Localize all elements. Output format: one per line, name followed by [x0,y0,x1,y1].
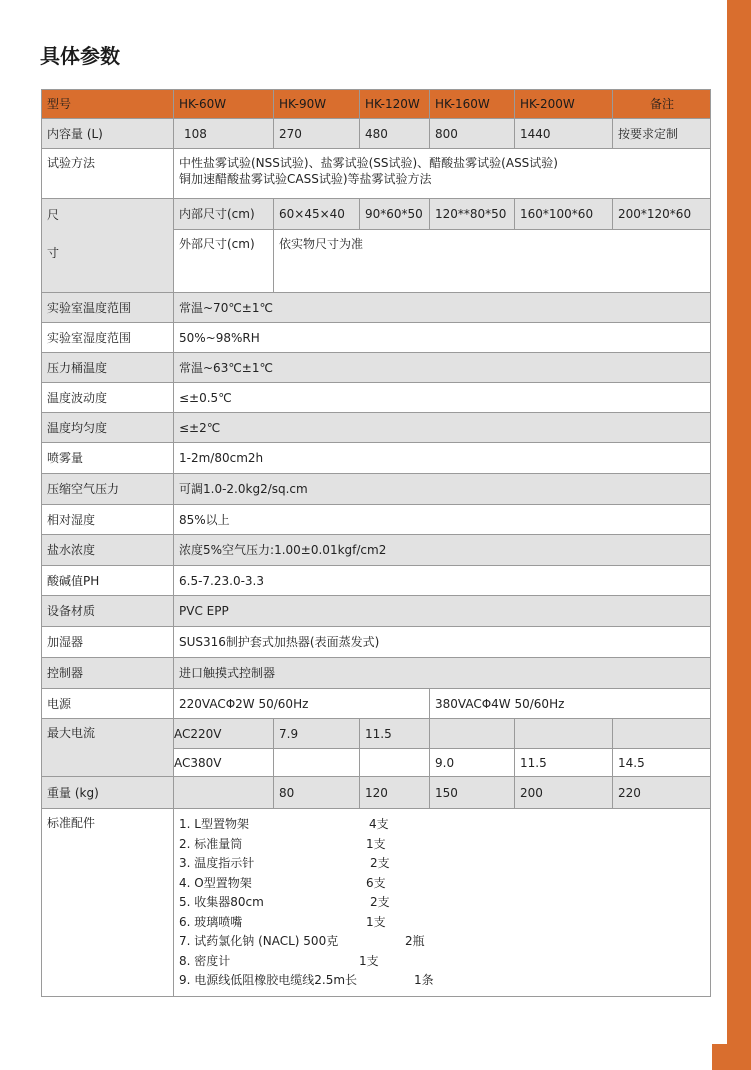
table-header-row [42,90,711,119]
cell-value: 150 [430,777,515,809]
cell-value: 480 [360,119,430,149]
item-qty: 4支 [369,817,389,831]
header-model: HK-120W [360,90,430,119]
cell-value: 120 [360,777,430,809]
cell-value: 800 [430,119,515,149]
item-qty: 2支 [370,856,390,870]
cell-value [274,749,360,777]
size-label-bottom: 寸 [47,246,60,260]
table-row [42,119,711,149]
cell-value: 11.5 [360,719,430,749]
row-label: 最大电流 [42,719,174,777]
test-method-line: 铜加速醋酸盐雾试验CASS试验)等盐雾试验方法 [179,172,432,186]
list-item [179,835,706,855]
item-name: 4. O型置物架 [179,875,252,890]
row-label: 温度均匀度 [42,413,174,443]
table-row [42,658,711,689]
row-label: 压缩空气压力 [42,474,174,505]
cell-value: 200 [515,777,613,809]
table-row [42,596,711,627]
table-row [42,474,711,505]
cell-value: AC380V [174,749,274,777]
cell-value: 常温~70℃±1℃ [174,293,711,323]
cell-value: 14.5 [613,749,711,777]
table-row [42,149,711,199]
item-qty: 6支 [366,875,386,890]
row-label: 设备材质 [42,596,174,627]
cell-value: 浓度5%空气压力:1.00±0.01kgf/cm2 [174,535,711,566]
cell-value: 50%~98%RH [174,323,711,353]
cell-value: 380VACΦ4W 50/60Hz [430,689,711,719]
cell-value: 1440 [515,119,613,149]
test-method-line: 中性盐雾试验(NSS试验)、盐雾试验(SS试验)、醋酸盐雾试验(ASS试验) [179,156,558,170]
row-label: 喷雾量 [42,443,174,474]
row-label: 重量 (kg) [42,777,174,809]
list-item [179,913,706,933]
row-label: 试验方法 [42,149,174,199]
item-name: 3. 温度指示针 [179,856,255,870]
cell-value [430,719,515,749]
row-label: 加湿器 [42,627,174,658]
size-label [42,199,174,293]
item-qty: 1支 [366,914,386,929]
item-name: 2. 标准量筒 [179,836,243,851]
orange-side-bar [727,0,751,1070]
inner-size-label: 内部尺寸(cm) [174,199,274,230]
table-row [42,443,711,474]
header-label: 型号 [42,90,174,119]
cell-value: 220VACΦ2W 50/60Hz [174,689,430,719]
header-model: HK-60W [174,90,274,119]
list-item [179,854,706,874]
item-name: 1. L型置物架 [179,817,249,831]
list-item [179,893,706,913]
list-item [179,932,706,952]
cell-value: 90*60*50 [360,199,430,230]
row-label: 酸碱值PH [42,566,174,596]
item-name: 6. 玻璃喷嘴 [179,914,243,929]
cell-value: 220 [613,777,711,809]
spec-table [41,89,711,997]
cell-value: 常温~63℃±1℃ [174,353,711,383]
cell-value: 200*120*60 [613,199,711,230]
item-qty: 1支 [366,836,386,851]
table-row [42,689,711,719]
row-label: 标准配件 [42,809,174,997]
item-qty: 1条 [414,973,434,987]
cell-value [174,149,711,199]
cell-value: AC220V [174,719,274,749]
cell-value: SUS316制护套式加热器(表面蒸发式) [174,627,711,658]
cell-value: 依实物尺寸为准 [274,230,711,293]
table-row [42,199,711,230]
item-name: 7. 试药氯化钠 (NACL) 500克 [179,934,339,948]
cell-value [515,719,613,749]
row-label: 内容量 (L) [42,119,174,149]
item-name: 8. 密度计 [179,953,231,968]
row-label: 实验室温度范围 [42,293,174,323]
cell-value: 270 [274,119,360,149]
header-model: HK-200W [515,90,613,119]
row-label: 温度波动度 [42,383,174,413]
cell-note: 按要求定制 [613,119,711,149]
cell-value: 60×45×40 [274,199,360,230]
cell-value: 120**80*50 [430,199,515,230]
page-title: 具体参数 [40,44,120,68]
cell-value: 80 [274,777,360,809]
size-label-top: 尺 [47,208,60,222]
row-label: 实验室湿度范围 [42,323,174,353]
table-row [42,293,711,323]
cell-value: ≤±0.5℃ [174,383,711,413]
cell-value: 85%以上 [174,505,711,535]
table-row [42,566,711,596]
cell-value [613,719,711,749]
table-row [42,777,711,809]
cell-value: 7.9 [274,719,360,749]
cell-value [360,749,430,777]
table-row [42,383,711,413]
outer-size-label: 外部尺寸(cm) [174,230,274,293]
row-label: 控制器 [42,658,174,689]
table-row [42,323,711,353]
item-name: 5. 收集器80cm [179,895,264,909]
row-label: 压力桶温度 [42,353,174,383]
row-label: 电源 [42,689,174,719]
row-label: 相对湿度 [42,505,174,535]
list-item [179,952,706,972]
cell-value: ≤±2℃ [174,413,711,443]
table-row [42,719,711,749]
header-model: HK-90W [274,90,360,119]
cell-value: 1-2m/80cm2h [174,443,711,474]
table-row [42,535,711,566]
table-row [42,505,711,535]
item-qty: 1支 [359,953,379,968]
item-name: 9. 电源线低阻橡胶电缆线2.5m长 [179,973,358,987]
list-item [179,815,706,835]
table-row [42,627,711,658]
cell-value: 160*100*60 [515,199,613,230]
cell-value: PVC EPP [174,596,711,627]
cell-value: 9.0 [430,749,515,777]
accessories-list [179,809,706,995]
item-qty: 2支 [370,895,390,909]
list-item [179,971,706,991]
table-row [42,353,711,383]
header-note: 备注 [613,90,711,119]
header-model: HK-160W [430,90,515,119]
table-row [42,809,711,997]
accessories-cell [174,809,711,997]
cell-value: 6.5-7.23.0-3.3 [174,566,711,596]
cell-value: 108 [174,119,274,149]
cell-value: 进口触摸式控制器 [174,658,711,689]
list-item [179,874,706,894]
cell-value [174,777,274,809]
table-row [42,413,711,443]
cell-value: 11.5 [515,749,613,777]
orange-side-tab [712,1044,751,1070]
cell-value: 可調1.0-2.0kg2/sq.cm [174,474,711,505]
row-label: 盐水浓度 [42,535,174,566]
item-qty: 2瓶 [405,934,425,948]
